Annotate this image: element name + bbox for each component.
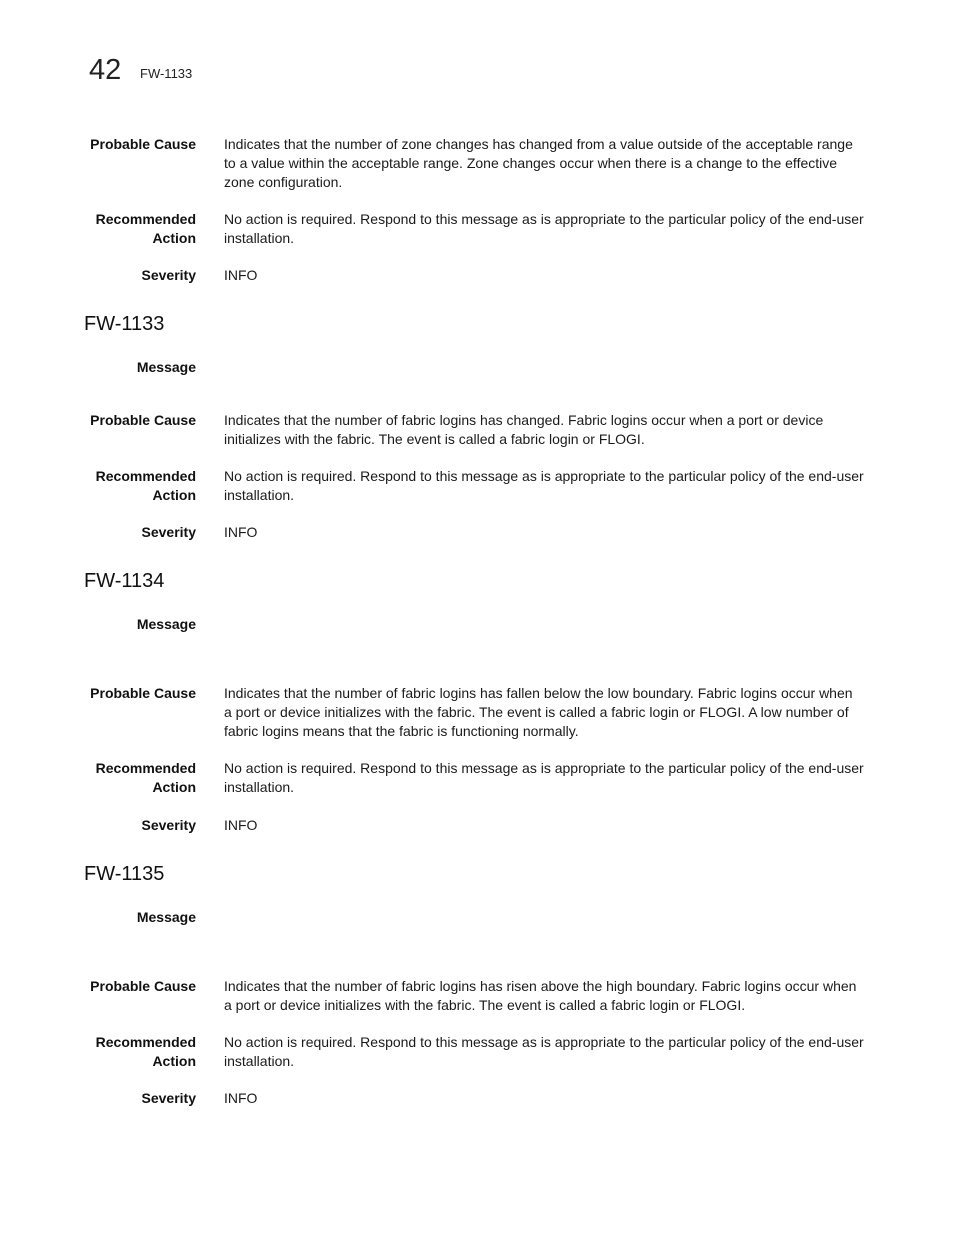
section-heading-fw-1133: FW-1133	[84, 313, 165, 335]
probable-cause-label: Probable Cause	[90, 685, 196, 701]
recommended-action-label	[46, 467, 196, 505]
recommended-label: Recommended	[95, 1034, 196, 1050]
severity-label: Severity	[141, 524, 196, 540]
severity-label: Severity	[141, 267, 196, 283]
probable-cause-text: Indicates that the number of fabric logins has risen above the high boundary. Fabric logins occur when a port or device initializes with the fabric. The event is called a fabric login or FLOGI.	[224, 978, 857, 1013]
probable-cause-label: Probable Cause	[90, 412, 196, 428]
section-heading-fw-1135: FW-1135	[84, 863, 165, 885]
recommended-action-text: No action is required. Respond to this message as is appropriate to the particular policy of the end-user installation.	[224, 760, 864, 795]
recommended-label: Recommended	[95, 760, 196, 776]
recommended-label: Recommended	[95, 468, 196, 484]
action-label: Action	[152, 230, 196, 246]
message-label: Message	[136, 616, 196, 632]
action-label: Action	[152, 1053, 196, 1069]
action-label: Action	[152, 779, 196, 795]
probable-cause-text: Indicates that the number of fabric logins has fallen below the low boundary. Fabric logins occur when a port or device initializes with the fabric. The event is called a fabric login or FLOGI. A low number of fabric logins means that the fabric is functioning normally.	[224, 685, 853, 739]
severity-label: Severity	[141, 1090, 196, 1106]
severity-value: INFO	[224, 267, 258, 283]
severity-value: INFO	[224, 817, 258, 833]
severity-value: INFO	[224, 1090, 258, 1106]
probable-cause-label: Probable Cause	[90, 136, 196, 152]
recommended-action-text: No action is required. Respond to this message as is appropriate to the particular policy of the end-user installation.	[224, 468, 864, 503]
message-label: Message	[136, 359, 196, 375]
chapter-number: 42	[89, 54, 122, 86]
severity-label: Severity	[141, 817, 196, 833]
running-header-title: FW-1133	[140, 66, 193, 81]
probable-cause-label: Probable Cause	[90, 978, 196, 994]
section-heading-fw-1134: FW-1134	[84, 570, 165, 592]
recommended-action-label	[46, 1033, 196, 1071]
severity-value: INFO	[224, 524, 258, 540]
probable-cause-text: Indicates that the number of zone changes has changed from a value outside of the acceptable range to a value within the acceptable range. Zone changes occur when there is a change to the effective zone configuration.	[224, 136, 853, 190]
recommended-action-label	[46, 759, 196, 797]
recommended-action-label	[46, 210, 196, 248]
recommended-action-text: No action is required. Respond to this message as is appropriate to the particular policy of the end-user installation.	[224, 1034, 864, 1069]
recommended-label: Recommended	[95, 211, 196, 227]
action-label: Action	[152, 487, 196, 503]
message-label: Message	[136, 909, 196, 925]
probable-cause-text: Indicates that the number of fabric logins has changed. Fabric logins occur when a port or device initializes with the fabric. The event is called a fabric login or FLOGI.	[224, 412, 824, 447]
recommended-action-text: No action is required. Respond to this message as is appropriate to the particular policy of the end-user installation.	[224, 211, 864, 246]
